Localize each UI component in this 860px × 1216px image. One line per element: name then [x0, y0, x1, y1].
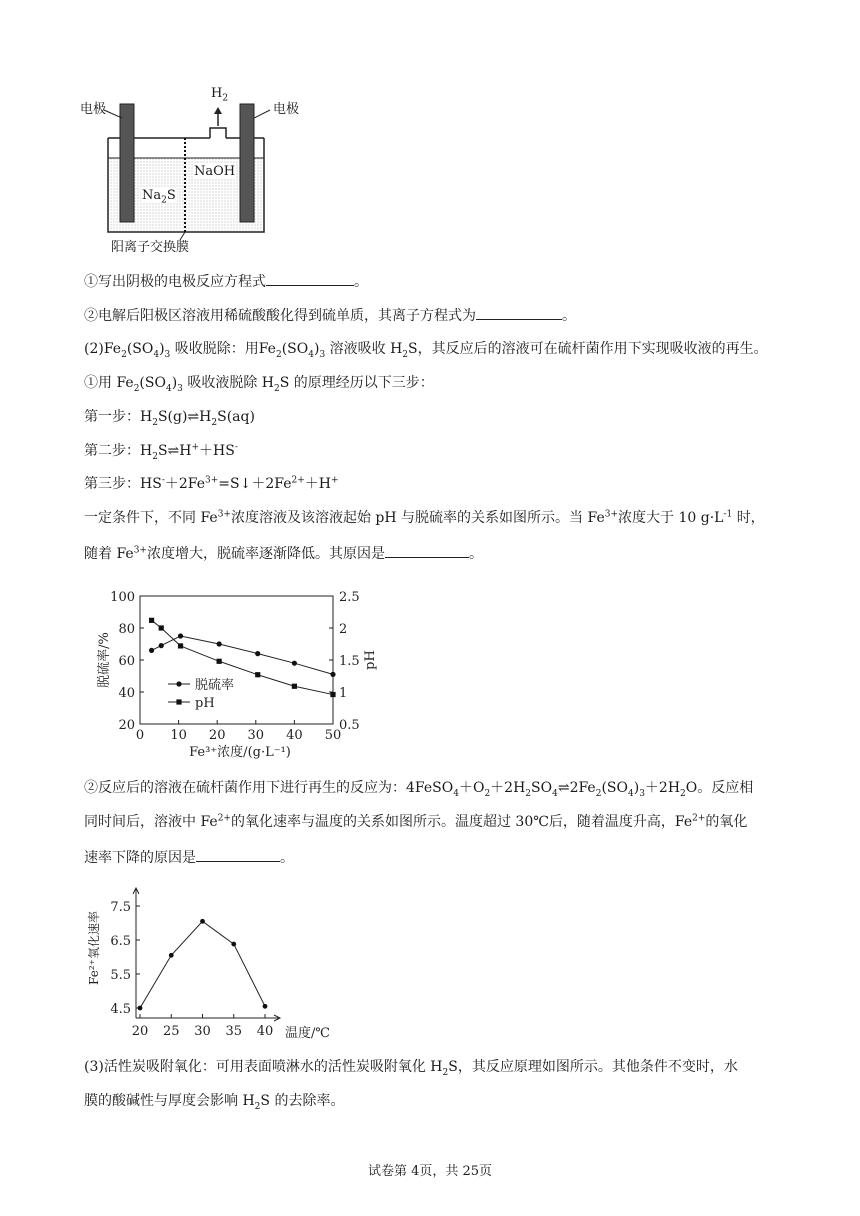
- y-tick-label-left: 20: [118, 718, 135, 733]
- x-tick-label: 35: [225, 1024, 243, 1039]
- data-point-circle: [159, 643, 164, 648]
- x-tick-label: 0: [135, 728, 145, 743]
- step-2: 第二步：$H_2S\rightleftharpoons H^++HS^-$: [84, 442, 238, 462]
- question-3: (3)活性炭吸附氧化：可用表面喷淋水的活性炭吸附氧化 $H_2S$，其反应原理如图所示。其他条件不变时，水: [84, 1059, 738, 1078]
- x-tick-label: 40: [286, 728, 303, 743]
- data-point: [200, 919, 205, 924]
- page-footer: 试卷第 4页，共 25页: [367, 1164, 493, 1179]
- data-point-square: [292, 684, 297, 689]
- legend-label-1: 脱硫率: [195, 678, 235, 693]
- y-tick-label-right: 2: [339, 622, 348, 637]
- chart-oxidation-rate: [80, 878, 360, 1050]
- question-2-intro: $(2)Fe_2(SO_4)_3$ 吸收脱除：用$Fe_2(SO_4)_3$ 溶液吸收 $H_2S$，其反应后的溶液可在硫杆菌作用下实现吸收液的再生。: [84, 341, 768, 360]
- left-electrode: [120, 104, 134, 222]
- question-2-2-text-2: 同时间后，溶液中 $Fe^{2+}$的氧化速率与温度的关系如图所示。温度超过 30℃后，随着温度升高，$Fe^{2+}$的氧化: [84, 813, 748, 830]
- chart-desulfurization: [90, 582, 390, 772]
- x-tick-label: 20: [131, 1024, 149, 1039]
- x-tick-label: 25: [162, 1024, 180, 1039]
- chart2-svg: [80, 878, 360, 1050]
- legend-label-2: pH: [195, 696, 215, 711]
- right-electrode: [240, 104, 254, 222]
- data-point-circle: [217, 641, 222, 646]
- gas-label: $H_2$: [211, 86, 229, 104]
- y-tick-label-left: 100: [110, 590, 135, 605]
- question-2-1-text: 一定条件下，不同 $Fe^{3+}$浓度溶液及该溶液起始 pH 与脱硫率的关系如图所示。当 $Fe^{3+}$浓度大于 10 $g\cdot L^{-1}$ 时，: [84, 509, 765, 526]
- question-2-1: ①用 $Fe_2(SO_4)_3$ 吸收液脱除 $H_2S$ 的原理经历以下三步：: [84, 375, 434, 394]
- x-tick-label: 20: [208, 728, 226, 743]
- y-axis-label-left: 脱硫率/%: [97, 632, 112, 688]
- question-2-2: ②反应后的溶液在硫杆菌作用下进行再生的反应为：$4FeSO_4+O_2+2H_2SO_4\rightleftharpoons 2Fe_2(SO_4)_3+2H_2O$。反应相: [84, 780, 754, 799]
- data-point: [263, 1004, 268, 1009]
- y-tick-label-right: 0.5: [339, 718, 360, 733]
- left-electrode-label: 电极: [80, 102, 107, 117]
- step-1: 第一步：$H_2S(g)\rightleftharpoons H_2S(aq)$: [84, 409, 255, 428]
- chart1-svg: [90, 582, 390, 772]
- data-point-circle: [255, 651, 260, 656]
- na2s-label: $Na_2S$: [142, 188, 176, 206]
- y-axis-label-right: pH: [363, 650, 378, 670]
- data-point-circle: [149, 648, 154, 653]
- naoh-label: NaOH: [194, 164, 236, 179]
- y-tick-label-left: 80: [118, 622, 135, 637]
- x-tick-label: 30: [247, 728, 265, 743]
- y-tick-label: 7.5: [110, 900, 131, 915]
- series-line: [140, 921, 265, 1008]
- plot-frame: [140, 596, 333, 724]
- y-axis-label: Fe²⁺氧化速率: [87, 911, 101, 985]
- series-line-脱硫率: [152, 636, 333, 674]
- data-point-square: [217, 659, 222, 664]
- question-2-1-text-2: 随着 $Fe^{3+}$浓度增大，脱硫率逐渐降低。其原因是 。: [84, 543, 483, 563]
- data-point: [169, 953, 174, 958]
- question-1-2: ②电解后阳极区溶液用稀硫酸酸化得到硫单质，其离子方程式为 。: [84, 305, 576, 325]
- x-axis-label: Fe³⁺浓度/(g·L⁻¹): [189, 745, 291, 760]
- legend-marker-square: [176, 699, 181, 704]
- y-tick-label-right: 1: [339, 686, 348, 701]
- x-axis-label: 温度/℃: [285, 1026, 330, 1041]
- data-point-square: [255, 672, 260, 677]
- y-tick-label: 5.5: [110, 968, 131, 983]
- y-tick-label-right: 1.5: [339, 654, 360, 669]
- question-2-2-text-3: 速率下降的原因是 。: [84, 847, 294, 867]
- membrane-label: 阳离子交换膜: [111, 240, 190, 255]
- data-point-square: [178, 643, 183, 648]
- question-1-1: ①写出阴极的电极反应方程式 。: [84, 271, 368, 291]
- question-3-text-2: 膜的酸碱性与厚度会影响 $H_2S$ 的去除率。: [84, 1093, 345, 1112]
- data-point-circle: [330, 672, 335, 677]
- y-tick-label-left: 40: [118, 686, 135, 701]
- y-tick-label: 4.5: [110, 1002, 131, 1017]
- step-3: 第三步：$HS^-+2Fe^{3+}=S↓+2Fe^{2+}+H^+$: [84, 475, 339, 492]
- x-tick-label: 10: [170, 728, 187, 743]
- y-tick-label-right: 2.5: [339, 590, 360, 605]
- answer-blank[interactable]: [196, 847, 280, 862]
- y-tick-label-left: 60: [118, 654, 135, 669]
- answer-blank[interactable]: [385, 543, 469, 558]
- x-tick-label: 30: [194, 1024, 211, 1039]
- electrolysis-cell-diagram: [80, 86, 310, 256]
- data-point-square: [330, 692, 335, 697]
- data-point: [138, 1006, 143, 1011]
- data-point: [231, 942, 236, 947]
- answer-blank[interactable]: [266, 271, 354, 286]
- x-tick-label: 40: [256, 1024, 274, 1039]
- answer-blank[interactable]: [476, 305, 562, 320]
- data-point-square: [159, 625, 164, 630]
- x-tick-label: 50: [324, 728, 342, 743]
- y-tick-label: 6.5: [110, 934, 131, 949]
- legend-marker-circle: [176, 681, 181, 686]
- data-point-circle: [178, 633, 183, 638]
- right-electrode-label: 电极: [273, 102, 300, 117]
- data-point-square: [149, 618, 154, 623]
- data-point-circle: [292, 661, 297, 666]
- gas-outlet: [210, 128, 226, 138]
- arrow-up-icon: [214, 107, 222, 114]
